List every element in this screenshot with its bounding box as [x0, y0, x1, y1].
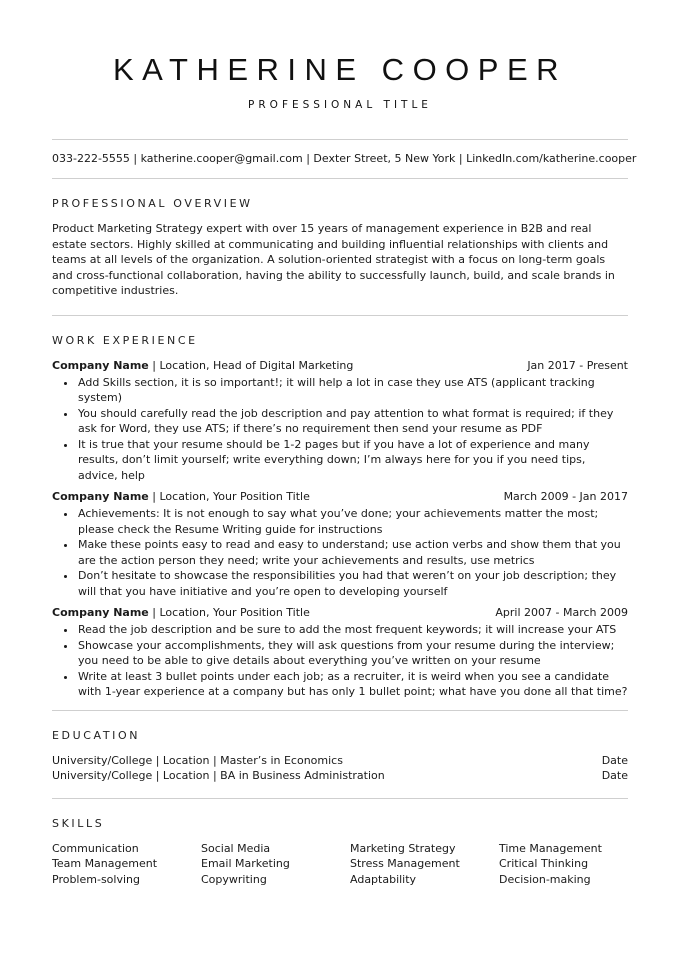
overview-heading: PROFESSIONAL OVERVIEW	[52, 197, 253, 210]
job-entry	[52, 605, 628, 700]
job-title-line	[52, 605, 310, 620]
skills-grid	[52, 841, 628, 888]
bullet-item: • Make these points easy to read and easy to understand; use action verbs and show them that you are the action person they need; write your achievements and results, use metrics	[77, 537, 628, 568]
job-details: | Location, Head of Digital Marketing	[148, 358, 354, 372]
skill-item: Team Management	[52, 857, 158, 870]
skill-item: Communication	[52, 841, 139, 855]
bullet-item: • Write at least 3 bullet points under each job; as a recruiter, it is weird when you see a candidate with 1-year experience at a company but has only 1 bullet point; what have you done all that time?	[77, 669, 628, 700]
bullet-item: • Read the job description and be sure to add the most frequent keywords; it will increase your ATS	[77, 622, 628, 638]
skill-item: Critical Thinking	[499, 857, 589, 870]
bullet-item: • Achievements: It is not enough to say what you’ve done; your achievements matter the most; please check the Resume Writing guide for instructions	[77, 506, 628, 537]
overview-text: Product Marketing Strategy expert with over 15 years of management experience in B2B and real estate sectors. Highly skilled at communicating and building influential relationships with clients and teams at all levels of the organization. A solution-oriented strategist with a focus on long-term goals and cross-functional collaboration, having the ability to successfully launch, build, and scale brands in competitive industries.	[52, 222, 615, 297]
divider	[52, 710, 628, 711]
work-heading: WORK EXPERIENCE	[52, 333, 198, 347]
company-name: Company Name	[52, 358, 149, 372]
candidate-name: KATHERINE COOPER	[112, 52, 568, 87]
job-entry	[52, 489, 628, 599]
bullet-item: • Add Skills section, it is so important!; it will help a lot in case they use ATS (applicant tracking system)	[77, 375, 628, 406]
job-details: | Location, Your Position Title	[148, 490, 310, 503]
skill-item: Email Marketing	[201, 857, 290, 870]
company-name: Company Name	[52, 490, 149, 503]
divider	[52, 798, 628, 799]
skill-item: Stress Management	[350, 857, 460, 870]
job-dates: April 2007 - March 2009	[495, 606, 628, 619]
education-row	[52, 753, 628, 769]
contact-line: 033-222-5555 | katherine.cooper@gmail.com | Dexter Street, 5 New York | LinkedIn.com/katherine.cooper	[52, 152, 637, 165]
education-heading: EDUCATION	[52, 728, 141, 742]
skill-item: Adaptability	[350, 872, 417, 886]
job-header	[52, 605, 628, 620]
bullet-item: • You should carefully read the job description and pay attention to what format is required; if they ask for Word, they use ATS; if there’s no requirement then send your resume as PDF	[77, 406, 628, 437]
job-dates: Jan 2017 - Present	[527, 358, 628, 372]
bullet-item: • Don’t hesitate to showcase the responsibilities you had that weren’t on your job description; they will that you have initiative and you’re open to developing yourself	[77, 568, 628, 599]
education-text: University/College | Location | BA in Business Administration	[52, 769, 385, 782]
divider	[52, 315, 628, 316]
job-title-line	[52, 358, 353, 373]
skill-item: Social Media	[201, 841, 271, 855]
company-name: Company Name	[52, 606, 149, 619]
bullet-item: • Showcase your accomplishments, they will ask questions from your resume during the interview; you need to be able to give details about everything you’ve written on your resume	[77, 638, 628, 669]
skill-item: Time Management	[499, 841, 602, 855]
education-row	[52, 768, 628, 784]
job-bullets	[52, 375, 628, 484]
skill-item: Copywriting	[201, 872, 267, 886]
education-date: Date	[601, 753, 628, 767]
skills-heading: SKILLS	[52, 816, 105, 830]
job-header	[52, 358, 628, 373]
job-bullets	[52, 506, 628, 599]
bullet-item: • It is true that your resume should be 1-2 pages but if you have a lot of experience and many results, don’t limit yourself; write everything down; I’m always here for you if you need tips, advice, help	[77, 437, 628, 484]
divider	[52, 178, 628, 179]
professional-title: PROFESSIONAL TITLE	[248, 99, 432, 111]
skill-item: Marketing Strategy	[350, 841, 456, 855]
job-header	[52, 489, 628, 504]
job-dates: March 2009 - Jan 2017	[503, 490, 628, 503]
job-details: | Location, Your Position Title	[148, 606, 310, 619]
education-text: University/College | Location | Master’s in Economics	[52, 753, 343, 767]
job-bullets	[52, 622, 628, 700]
education-date: Date	[601, 769, 628, 782]
skill-item: Decision-making	[499, 872, 591, 886]
job-entry	[52, 358, 628, 484]
job-title-line	[52, 489, 310, 504]
skill-item: Problem-solving	[52, 872, 140, 886]
